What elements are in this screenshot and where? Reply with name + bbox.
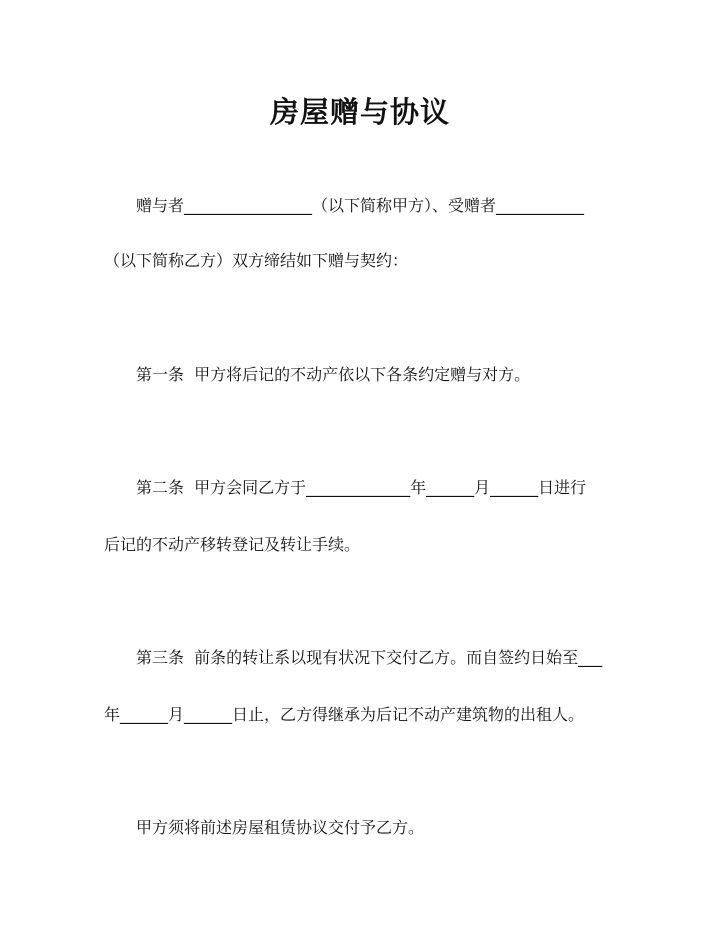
article-2-line-2: 后记的不动产移转登记及转让手续。	[104, 535, 361, 554]
paragraph-donor-line: 赠与者________________（以下简称甲方）、受赠者___________	[104, 196, 585, 215]
article-3-line-2: 年______月______日止，乙方得继承为后记不动产建筑物的出租人。	[104, 705, 585, 724]
paragraph-donee-line: （以下简称乙方）双方缔结如下赠与契约：	[104, 251, 409, 270]
document-title: 房屋赠与协议	[269, 95, 450, 129]
article-3-line-1: 第三条 前条的转让系以现有状况下交付乙方。而自签约日始至___	[104, 648, 603, 667]
lease-handover-paragraph: 甲方须将前述房屋租赁协议交付予乙方。	[104, 818, 425, 837]
article-2-line-1: 第二条 甲方会同乙方于_____________年______月______日进行	[104, 478, 587, 497]
article-1: 第一条 甲方将后记的不动产依以下各条约定赠与对方。	[104, 365, 531, 384]
